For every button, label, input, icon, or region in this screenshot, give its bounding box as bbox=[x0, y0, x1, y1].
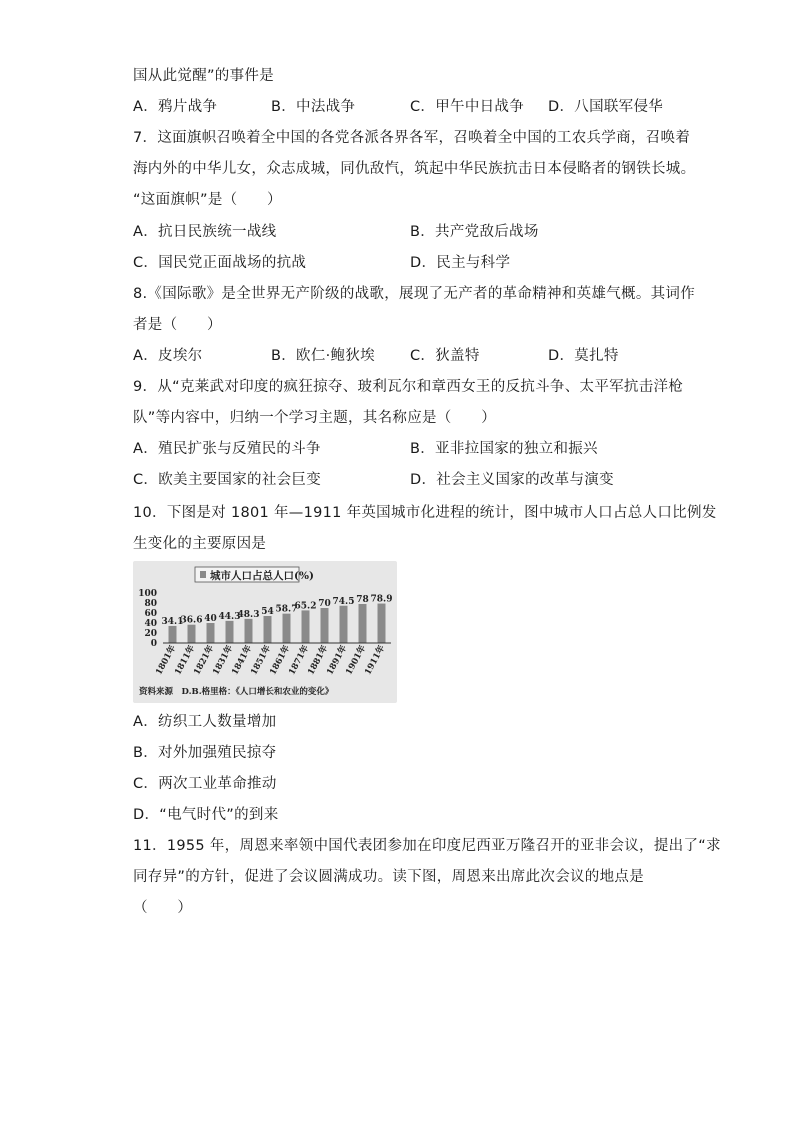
q8-option-b: B．欧仁·鲍狄埃 bbox=[271, 348, 375, 364]
bar bbox=[321, 608, 329, 643]
q11-stem-1: 11．1955 年，周恩来率领中国代表团参加在印度尼西亚万隆召开的亚非会议，提出了“求 bbox=[133, 838, 721, 854]
x-tick-label: 1871年 bbox=[287, 643, 312, 677]
q8-option-a: A．皮埃尔 bbox=[133, 348, 203, 364]
q9-stem-2: 队”等内容中，归纳一个学习主题，其名称应是（ ） bbox=[133, 410, 497, 426]
y-tick-label: 40 bbox=[144, 619, 157, 629]
urbanization-chart bbox=[133, 561, 397, 703]
bar bbox=[207, 623, 215, 643]
q8-option-c: C．狄盖特 bbox=[410, 348, 480, 364]
y-tick-label: 100 bbox=[138, 589, 157, 599]
q10-stem-1: 10．下图是对 1801 年—1911 年英国城市化进程的统计，图中城市人口占总人口比例发 bbox=[133, 505, 717, 521]
chart-title-group bbox=[195, 567, 314, 582]
q6-stem-tail: 国从此觉醒”的事件是 bbox=[133, 68, 275, 84]
bar-value-label: 78 bbox=[356, 595, 369, 605]
q7-stem-3: “这面旗帜”是（ ） bbox=[133, 192, 282, 208]
y-tick-label: 20 bbox=[144, 629, 157, 639]
bar-value-label: 74.5 bbox=[332, 596, 355, 607]
chart-svg bbox=[133, 561, 397, 703]
q9-option-c: C．欧美主要国家的社会巨变 bbox=[133, 472, 322, 488]
bar-value-label: 78.9 bbox=[370, 594, 393, 605]
bar bbox=[245, 619, 253, 643]
bar bbox=[378, 604, 386, 643]
x-tick-label: 1881年 bbox=[306, 643, 331, 677]
q11-stem-2: 同存异”的方针，促进了会议圆满成功。读下图，周恩来出席此次会议的地点是 bbox=[133, 869, 645, 885]
q7-stem-2: 海内外的中华儿女，众志成城，同仇敌忾，筑起中华民族抗击日本侵略者的钢铁长城。 bbox=[133, 161, 696, 177]
x-tick-label: 1801年 bbox=[154, 643, 179, 677]
x-tick-label: 1861年 bbox=[268, 643, 293, 677]
bar-value-label: 36.6 bbox=[180, 615, 203, 626]
q10-option-a: A．纺织工人数量增加 bbox=[133, 714, 277, 730]
chart-source: 资料来源 D.B.格里格：《人口增长和农业的变化》 bbox=[139, 687, 334, 697]
q10-stem-2: 生变化的主要原因是 bbox=[133, 536, 267, 552]
q7-option-a: A．抗日民族统一战线 bbox=[133, 224, 277, 240]
bar-value-label: 70 bbox=[318, 599, 331, 609]
y-axis-ticks bbox=[138, 589, 157, 649]
x-tick-label: 1841年 bbox=[230, 643, 255, 677]
q7-option-c: C．国民党正面战场的抗战 bbox=[133, 255, 307, 271]
q8-option-d: D．莫扎特 bbox=[548, 348, 619, 364]
q6-option-b: B．中法战争 bbox=[271, 99, 356, 115]
bar bbox=[283, 614, 291, 643]
bar bbox=[264, 616, 272, 643]
bar-value-label: 58.7 bbox=[275, 604, 298, 615]
q6-option-a: A．鸦片战争 bbox=[133, 99, 218, 115]
x-tick-label: 1821年 bbox=[192, 643, 217, 677]
legend-swatch bbox=[200, 571, 206, 578]
bar bbox=[169, 626, 177, 643]
bar-value-label: 40 bbox=[204, 614, 217, 624]
y-tick-label: 0 bbox=[150, 639, 157, 649]
value-labels bbox=[162, 595, 393, 627]
q6-option-c: C．甲午中日战争 bbox=[410, 99, 525, 115]
q8-stem-1: 8.《国际歌》是全世界无产阶级的战歌，展现了无产者的革命精神和英雄气概。其词作 bbox=[133, 286, 696, 302]
bar-value-label: 48.3 bbox=[237, 609, 260, 620]
q10-option-d: D．“电气时代”的到来 bbox=[133, 807, 279, 823]
q9-option-b: B．亚非拉国家的独立和振兴 bbox=[410, 441, 598, 457]
bar bbox=[188, 625, 196, 643]
bar bbox=[302, 610, 310, 643]
bar bbox=[226, 621, 234, 643]
q8-stem-2: 者是（ ） bbox=[133, 317, 222, 333]
x-tick-label: 1891年 bbox=[325, 643, 350, 677]
x-tick-label: 1811年 bbox=[173, 643, 198, 677]
q9-option-a: A．殖民扩张与反殖民的斗争 bbox=[133, 441, 321, 457]
bar-value-label: 34.1 bbox=[161, 616, 184, 627]
q9-stem-1: 9．从“克莱武对印度的疯狂掠夺、玻利瓦尔和章西女王的反抗斗争、太平军抗击洋枪 bbox=[133, 379, 684, 395]
q9-option-d: D．社会主义国家的改革与演变 bbox=[410, 472, 614, 488]
y-tick-label: 80 bbox=[144, 599, 157, 609]
q7-option-d: D．民主与科学 bbox=[410, 255, 511, 271]
chart-title: 城市人口占总人口(%) bbox=[210, 570, 314, 582]
x-tick-label: 1901年 bbox=[344, 643, 369, 677]
q7-stem-1: 7．这面旗帜召唤着全中国的各党各派各界各军，召唤着全中国的工农兵学商，召唤着 bbox=[133, 130, 691, 146]
q7-option-b: B．共产党敌后战场 bbox=[410, 224, 539, 240]
q6-option-d: D．八国联军侵华 bbox=[548, 99, 664, 115]
bar-value-label: 54 bbox=[261, 607, 274, 617]
bar bbox=[359, 604, 367, 643]
q11-stem-3: （ ） bbox=[133, 900, 193, 916]
bar-value-label: 44.3 bbox=[218, 611, 241, 622]
q10-option-c: C．两次工业革命推动 bbox=[133, 776, 277, 792]
x-tick-label: 1911年 bbox=[363, 643, 388, 677]
bar-value-label: 65.2 bbox=[294, 601, 317, 612]
x-tick-label: 1851年 bbox=[249, 643, 274, 677]
x-axis-labels bbox=[153, 643, 387, 677]
y-tick-label: 60 bbox=[144, 609, 157, 619]
x-tick-label: 1831年 bbox=[211, 643, 236, 677]
q10-option-b: B．对外加强殖民掠夺 bbox=[133, 745, 277, 761]
bar bbox=[340, 606, 348, 643]
